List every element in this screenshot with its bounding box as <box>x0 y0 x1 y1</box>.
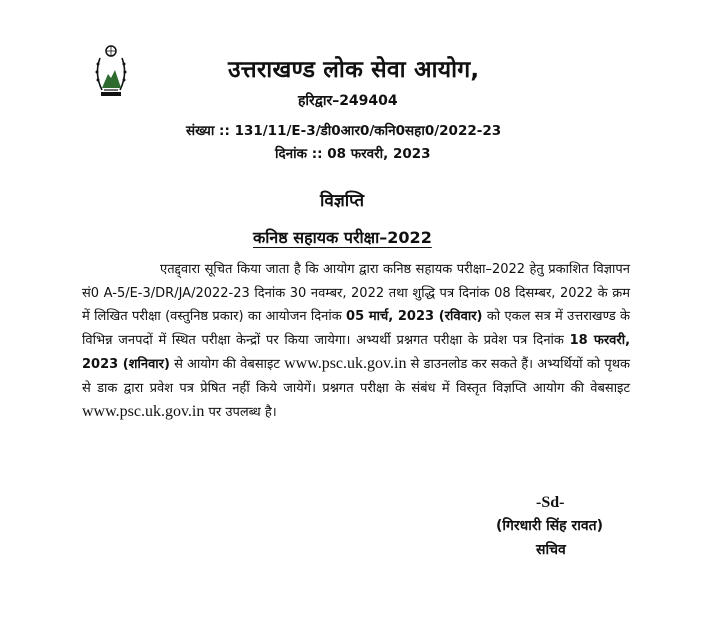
body-part-2: को एकल सत्र में उत्तराखण्ड के विभिन्न जनपदों में स्थित परीक्षा केन्द्रों पर किया जायेगा। अभ्यर्थी प्रश्नगत परीक्षा के प्रवेश पत्र दिनांक <box>82 309 630 348</box>
body-part-1: एतद्द्वारा सूचित किया जाता है कि आयोग द्वारा कनिष्ठ सहायक परीक्षा–2022 हेतु प्रकाशित विज्ञापन सं0 A-5/E-3/DR/JA/2022-23 दिनांक 30 नवम्बर, 2022 तथा शुद्धि पत्र दिनांक 08 दिसम्बर, 2022 के क्रम में लिखित परीक्षा (वस्तुनिष्ठ प्रकार) का आयोजन दिनांक <box>82 262 630 324</box>
notice-title: विज्ञप्ति <box>320 191 365 211</box>
reference-date <box>275 144 431 162</box>
organization-name: उत्तराखण्ड लोक सेवा आयोग, <box>228 57 480 83</box>
date-label: दिनांक :: <box>275 146 323 162</box>
signatory-name: (गिरधारी सिंह रावत) <box>496 518 604 534</box>
reference-label: संख्या :: <box>186 123 230 139</box>
body-part-4: से डाउनलोड कर सकते हैं। अभ्यर्थियों को पृथक से डाक द्वारा प्रवेश पत्र प्रेषित नहीं किये जायेगें। प्रश्नगत परीक्षा के संबंध में विस्तृत विज्ञप्ति आयोग की वेबसाइट <box>82 357 630 396</box>
body-part-3: से आयोग की वेबसाइट <box>174 357 280 372</box>
signatory-designation: सचिव <box>536 542 566 558</box>
emblem-logo <box>92 44 130 98</box>
website-link[interactable]: www.psc.uk.gov.in <box>284 355 407 372</box>
admit-card-date: 18 फरवरी, 2023 (शनिवार) <box>82 332 631 372</box>
notice-body <box>82 258 630 425</box>
body-part-5: पर उपलब्ध है। <box>208 405 277 420</box>
notice-subject: कनिष्ठ सहायक परीक्षा–2022 <box>253 228 432 247</box>
organization-address: हरिद्वार–249404 <box>298 93 398 109</box>
exam-date: 05 मार्च, 2023 (रविवार) <box>346 309 483 324</box>
reference-value: 131/11/E-3/डी0आर0/कनि0सहा0/2022-23 <box>234 123 502 139</box>
reference-number <box>186 121 501 139</box>
date-value: 08 फरवरी, 2023 <box>327 146 431 162</box>
website-link-2[interactable]: www.psc.uk.gov.in <box>82 403 205 420</box>
signature-mark: -Sd- <box>536 494 565 511</box>
